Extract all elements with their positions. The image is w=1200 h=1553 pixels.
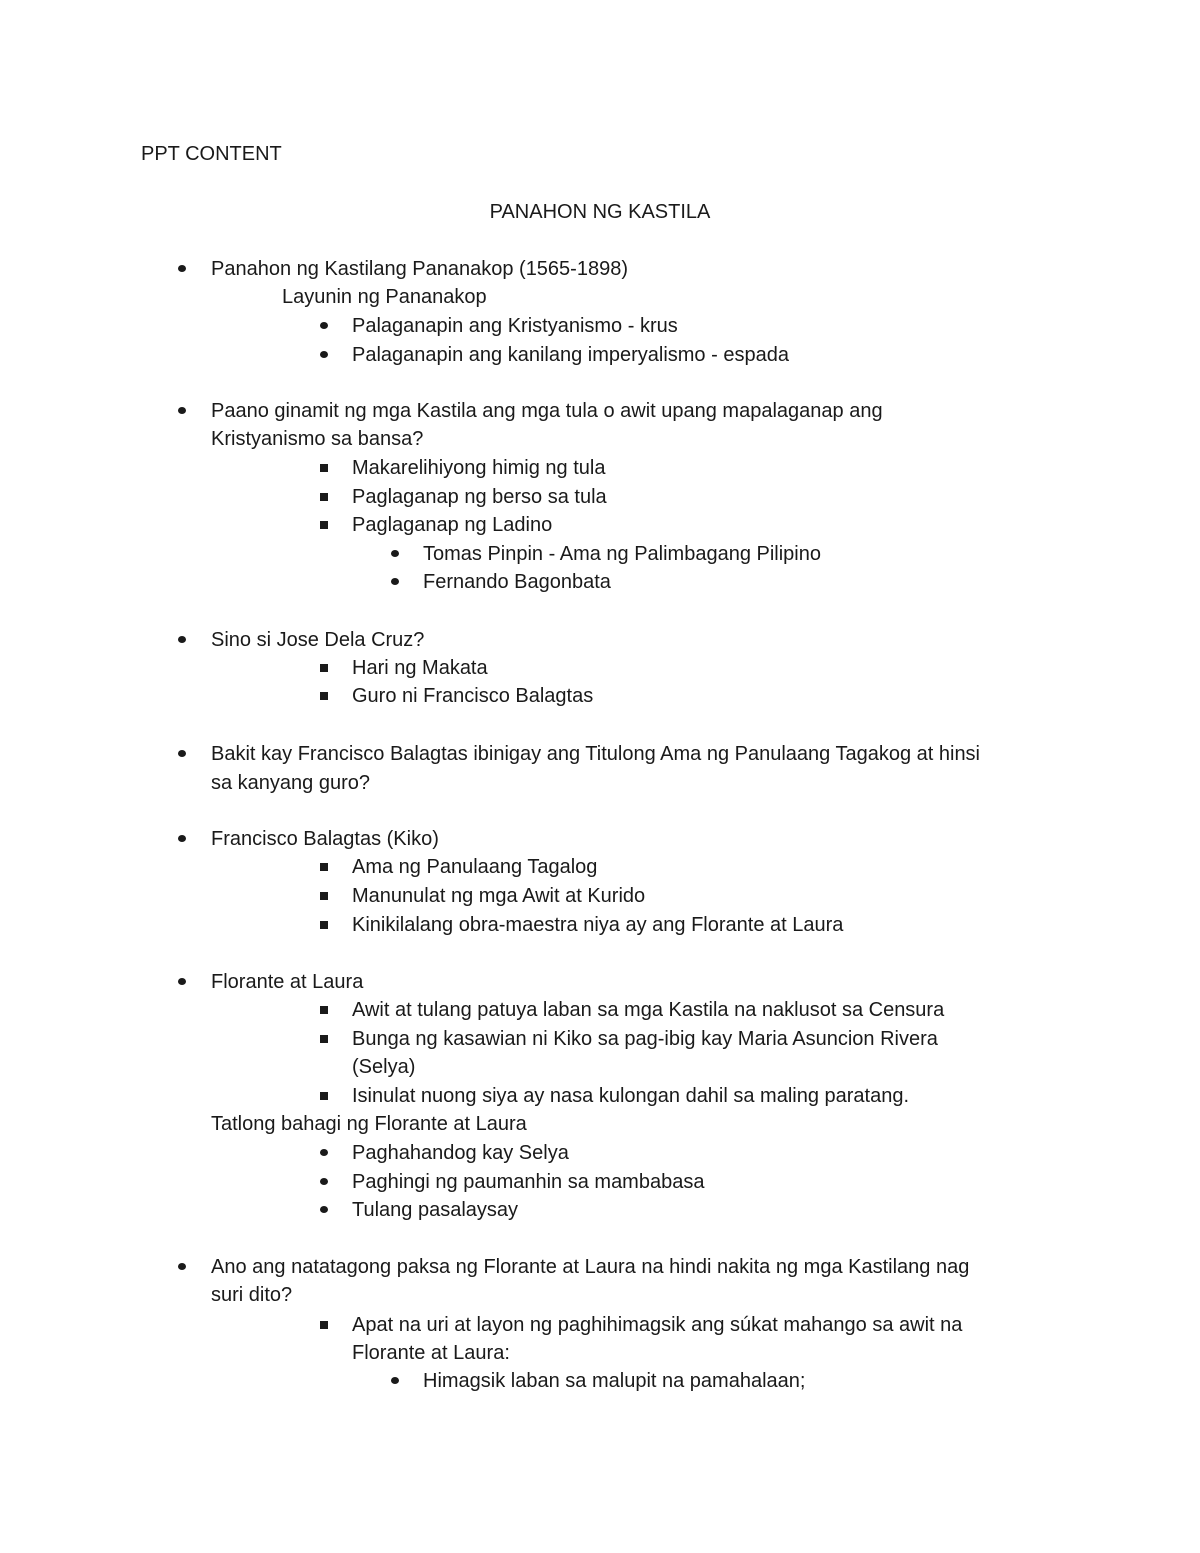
outline-line: Manunulat ng mga Awit at Kurido xyxy=(352,885,646,907)
bullet-square-icon xyxy=(320,1006,328,1014)
bullet-dot-icon xyxy=(320,1149,328,1156)
bullet-dot-icon xyxy=(391,578,399,585)
bullet-dot-icon xyxy=(178,265,186,272)
outline-line: Tatlong bahagi ng Florante at Laura xyxy=(211,1113,527,1135)
outline-line: Bakit kay Francisco Balagtas ibinigay ang Titulong Ama ng Panulaang Tagakog at hinsi xyxy=(211,743,981,765)
bullet-dot-icon xyxy=(320,351,328,358)
bullet-dot-icon xyxy=(320,322,328,329)
outline-line: Tomas Pinpin - Ama ng Palimbagang Pilipino xyxy=(423,543,821,565)
outline-line: Florante at Laura xyxy=(211,971,364,993)
outline-line: Panahon ng Kastilang Pananakop (1565-1898) xyxy=(211,258,628,280)
outline-line: Fernando Bagonbata xyxy=(423,571,611,593)
outline-line: Florante at Laura: xyxy=(352,1342,510,1364)
bullet-square-icon xyxy=(320,493,328,501)
bullet-square-icon xyxy=(320,464,328,472)
bullet-square-icon xyxy=(320,664,328,672)
outline-line: Tulang pasalaysay xyxy=(352,1199,519,1221)
outline-line: Guro ni Francisco Balagtas xyxy=(352,685,594,707)
outline-line: Paghahandog kay Selya xyxy=(352,1142,569,1164)
bullet-dot-icon xyxy=(391,1377,399,1384)
bullet-square-icon xyxy=(320,863,328,871)
outline-line: Paano ginamit ng mga Kastila ang mga tula o awit upang mapalaganap ang xyxy=(211,400,883,422)
bullet-square-icon xyxy=(320,1035,328,1043)
outline-line: Awit at tulang patuya laban sa mga Kastila na naklusot sa Censura xyxy=(352,999,945,1021)
document-title: PANAHON NG KASTILA xyxy=(489,201,711,223)
bullet-square-icon xyxy=(320,921,328,929)
outline-line: Bunga ng kasawian ni Kiko sa pag-ibig kay Maria Asuncion Rivera xyxy=(352,1028,938,1050)
outline-line: Paglaganap ng berso sa tula xyxy=(352,486,607,508)
bullet-square-icon xyxy=(320,1321,328,1329)
bullet-dot-icon xyxy=(178,636,186,643)
bullet-dot-icon xyxy=(391,550,399,557)
bullet-dot-icon xyxy=(178,978,186,985)
outline-line: Hari ng Makata xyxy=(352,657,488,679)
outline-line: Paghingi ng paumanhin sa mambabasa xyxy=(352,1171,705,1193)
bullet-dot-icon xyxy=(178,1263,186,1270)
outline-line: Ama ng Panulaang Tagalog xyxy=(352,856,598,878)
outline-line: Apat na uri at layon ng paghihimagsik ang súkat mahango sa awit na xyxy=(352,1314,963,1336)
bullet-square-icon xyxy=(320,892,328,900)
outline-line: Paglaganap ng Ladino xyxy=(352,514,553,536)
bullet-square-icon xyxy=(320,1092,328,1100)
outline-line: (Selya) xyxy=(352,1056,416,1078)
outline-line: Isinulat nuong siya ay nasa kulongan dahil sa maling paratang. xyxy=(352,1085,910,1107)
outline-line: Sino si Jose Dela Cruz? xyxy=(211,629,425,651)
outline-line: Kristyanismo sa bansa? xyxy=(211,428,424,450)
bullet-square-icon xyxy=(320,521,328,529)
bullet-dot-icon xyxy=(178,750,186,757)
outline-line: Himagsik laban sa malupit na pamahalaan; xyxy=(423,1370,806,1392)
bullet-dot-icon xyxy=(178,407,186,414)
outline-line: Kinikilalang obra-maestra niya ay ang Florante at Laura xyxy=(352,914,844,936)
outline-line: Layunin ng Pananakop xyxy=(282,286,487,308)
bullet-dot-icon xyxy=(320,1178,328,1185)
outline-line: Ano ang natatagong paksa ng Florante at Laura na hindi nakita ng mga Kastilang nag xyxy=(211,1256,970,1278)
outline-line: sa kanyang guro? xyxy=(211,772,371,794)
outline-line: suri dito? xyxy=(211,1284,293,1306)
document-heading: PPT CONTENT xyxy=(141,143,282,165)
outline-line: Makarelihiyong himig ng tula xyxy=(352,457,606,479)
bullet-square-icon xyxy=(320,692,328,700)
outline-line: Palaganapin ang kanilang imperyalismo - espada xyxy=(352,344,789,366)
bullet-dot-icon xyxy=(178,835,186,842)
outline-line: Palaganapin ang Kristyanismo - krus xyxy=(352,315,678,337)
bullet-dot-icon xyxy=(320,1206,328,1213)
outline-line: Francisco Balagtas (Kiko) xyxy=(211,828,439,850)
